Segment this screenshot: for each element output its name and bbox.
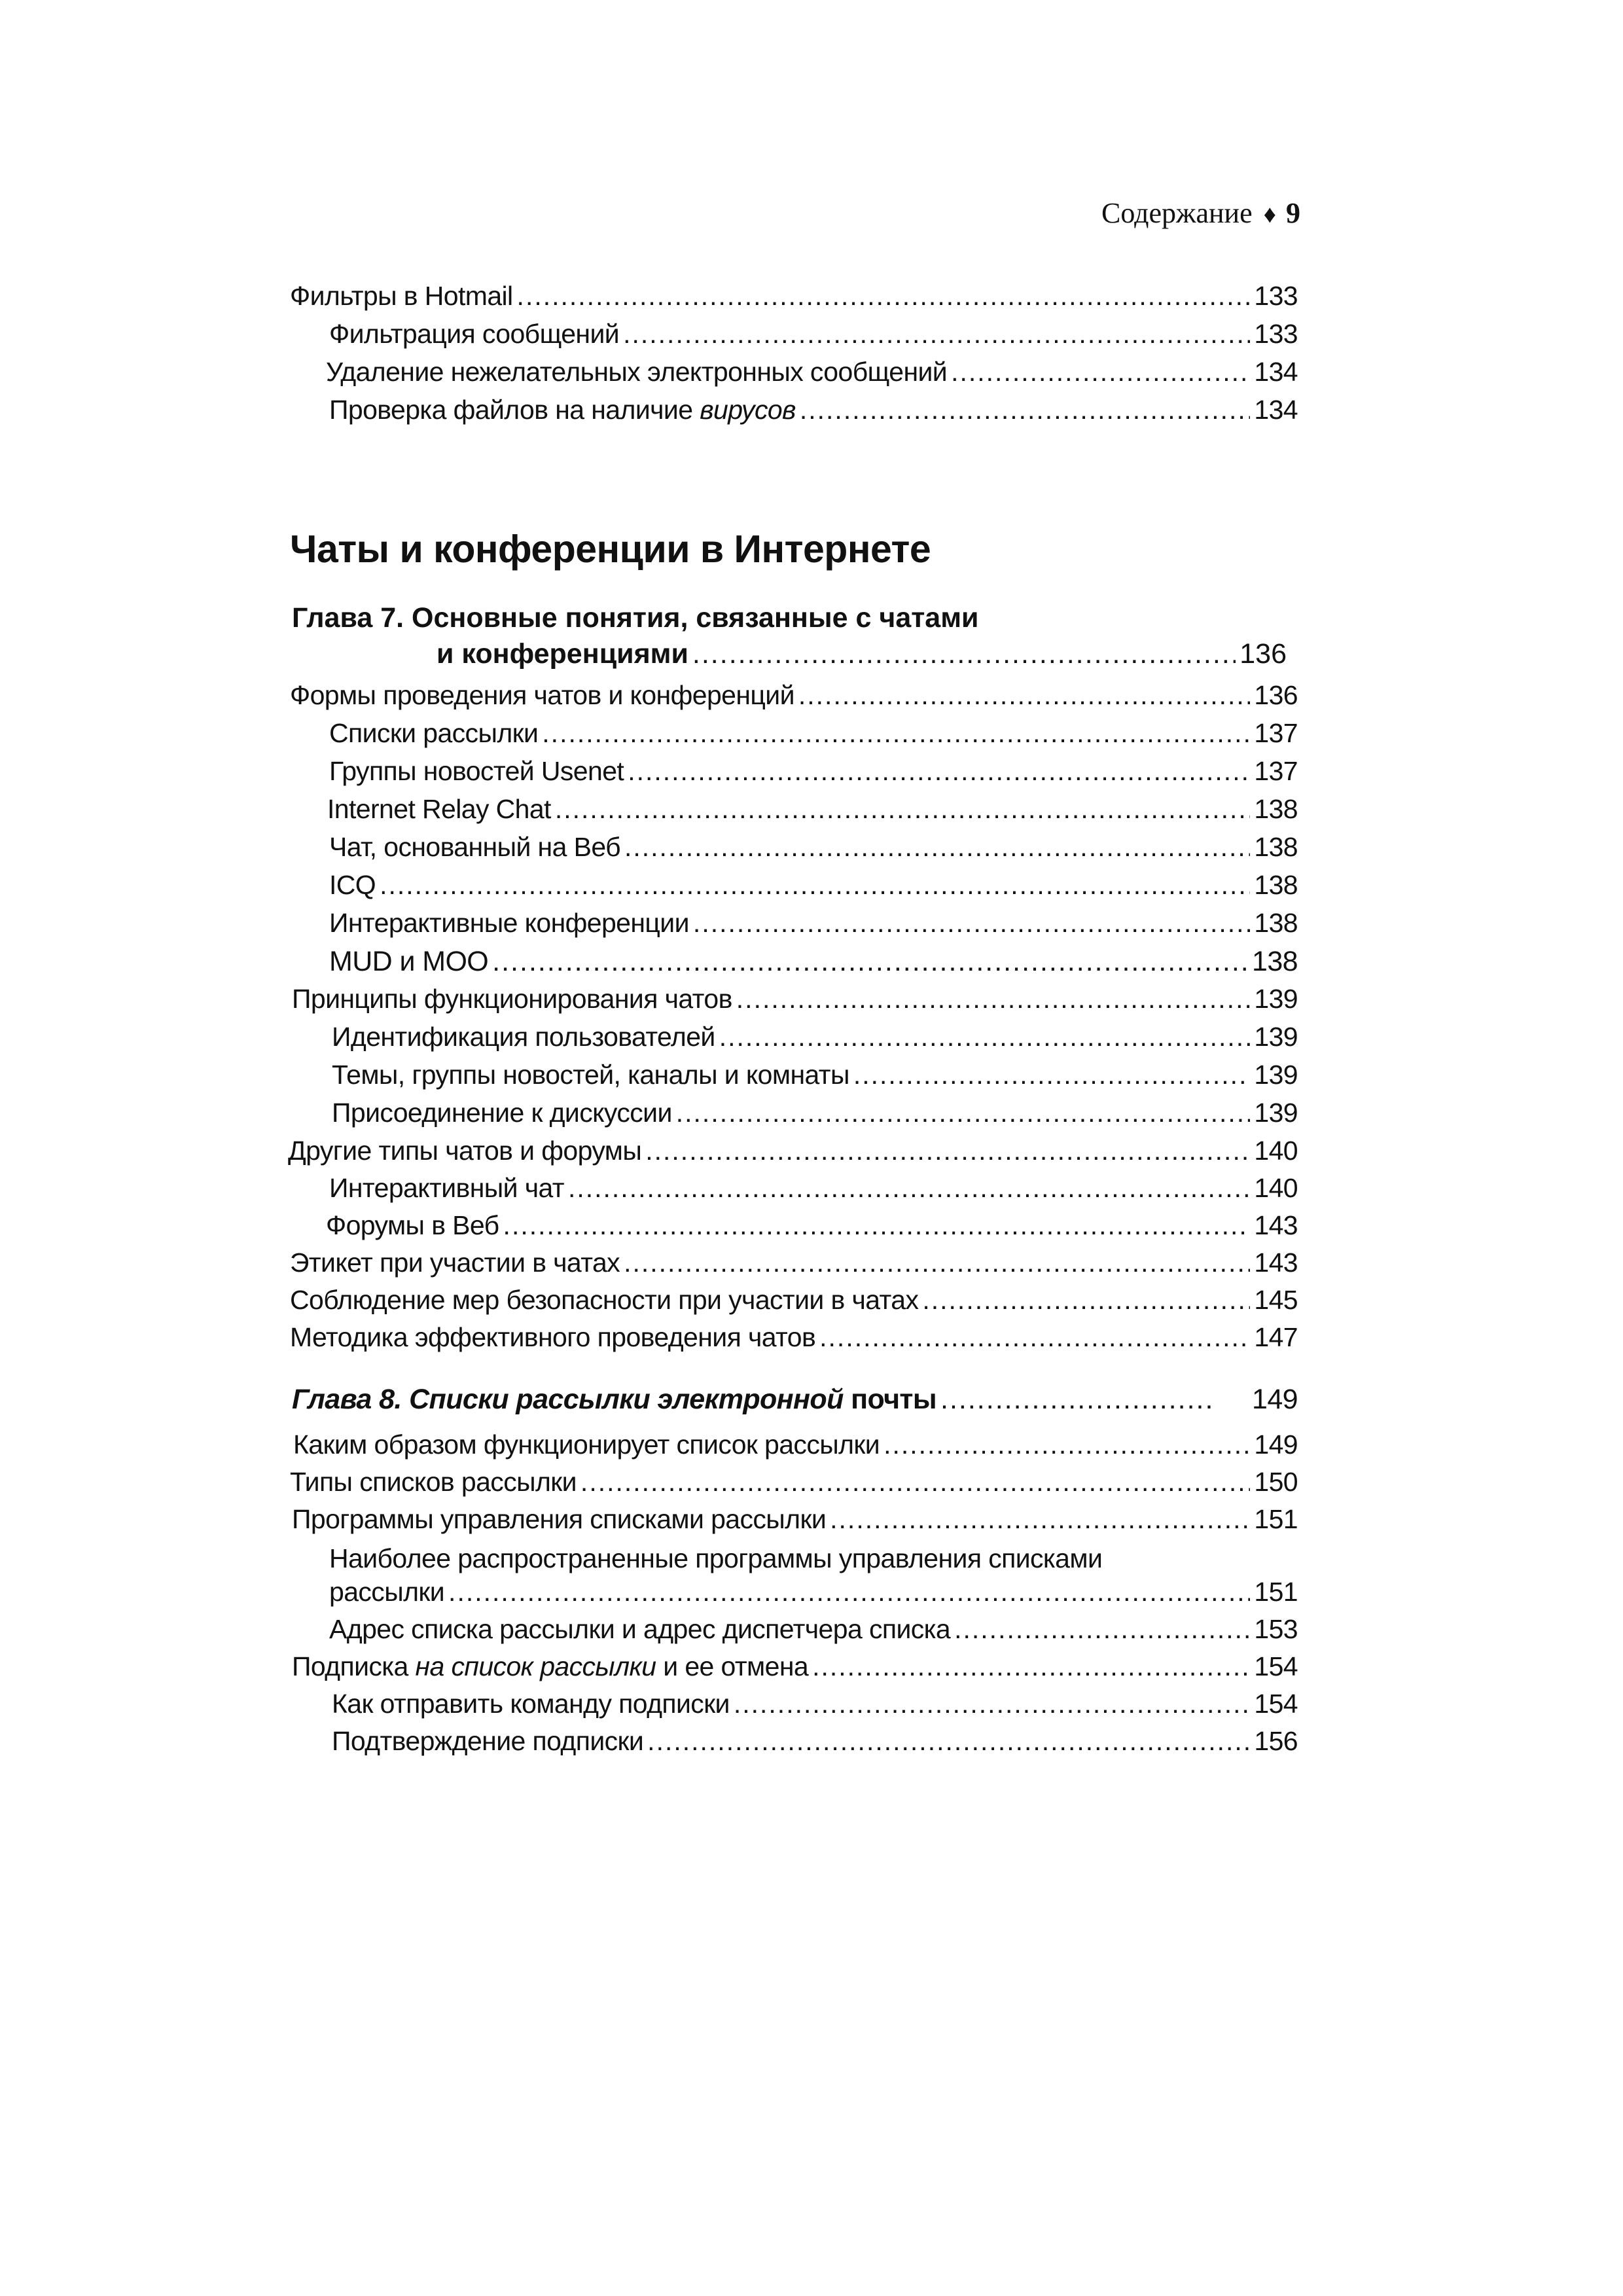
toc-entry: Присоединение к дискуссии ..... 139 <box>332 1100 1298 1131</box>
toc-entry: MUD и MOO ..... 138 <box>329 948 1298 979</box>
toc-entry: Как отправить команду подписки ..... 154 <box>332 1691 1298 1722</box>
toc-entry: Интерактивный чат ..... 140 <box>329 1175 1298 1206</box>
toc-entry: Адрес списка рассылки и адрес диспетчера списка ..... 153 <box>329 1616 1298 1647</box>
toc-entry: Программы управления списками рассылки ..... 151 <box>292 1506 1298 1537</box>
toc-entry: Формы проведения чатов и конференций ..... 136 <box>290 682 1298 713</box>
toc-entry: рассылки ..... 151 <box>329 1579 1298 1610</box>
toc-entry-wrapped-line1: Наиболее распространенные программы управления списками <box>329 1543 1103 1573</box>
toc-entry: Проверка файлов на наличие вирусов ..... 134 <box>329 397 1298 428</box>
chapter-8-heading: Глава 8. Списки рассылки электронной почты ..... 149 <box>292 1386 1298 1417</box>
section-title: Чаты и конференции в Интернете <box>290 528 931 571</box>
toc-entry: Фильтрация сообщений ..... 133 <box>329 321 1298 352</box>
toc-entry: Этикет при участии в чатах ..... 143 <box>290 1249 1298 1281</box>
toc-entry: Соблюдение мер безопасности при участии в чатах ..... 145 <box>290 1287 1298 1318</box>
toc-entry: Удаление нежелательных электронных сообщений ..... 134 <box>326 359 1298 390</box>
toc-entry: Каким образом функционирует список рассылки ..... 149 <box>293 1431 1298 1463</box>
toc-entry: Темы, группы новостей, каналы и комнаты ..... 139 <box>332 1062 1298 1093</box>
toc-entry: Подтверждение подписки ..... 156 <box>332 1728 1298 1759</box>
toc-entry: Типы списков рассылки ..... 150 <box>290 1469 1298 1500</box>
toc-entry: Принципы функционирования чатов ..... 139 <box>292 986 1298 1017</box>
toc-entry: Internet Relay Chat ..... 138 <box>327 796 1298 827</box>
toc-entry: Идентификация пользователей ..... 139 <box>332 1024 1298 1055</box>
toc-entry: Группы новостей Usenet ..... 137 <box>329 758 1298 789</box>
toc-entry: ICQ ..... 138 <box>329 872 1298 903</box>
running-title: Содержание <box>1101 197 1253 229</box>
page-number: 9 <box>1286 197 1300 229</box>
chapter-7-heading-line2: и конференциями ..... 136 <box>437 640 1287 672</box>
toc-entry: Чат, основанный на Веб ..... 138 <box>329 834 1298 865</box>
toc-entry: Другие типы чатов и форумы ..... 140 <box>288 1138 1298 1169</box>
toc-entry: Форумы в Веб ..... 143 <box>326 1212 1298 1244</box>
chapter-7-heading-line1: Глава 7. Основные понятия, связанные с чатами <box>292 602 979 634</box>
toc-entry: Списки рассылки ..... 137 <box>329 720 1298 751</box>
toc-entry: Методика эффективного проведения чатов ..... 147 <box>290 1324 1298 1355</box>
toc-entry: Фильтры в Hotmail ..... 133 <box>290 283 1298 314</box>
running-head <box>1101 196 1300 230</box>
diamond-icon: ♦ <box>1263 201 1276 228</box>
toc-entry: Подписка на список рассылки и ее отмена ..... 154 <box>292 1653 1298 1685</box>
toc-entry: Интерактивные конференции ..... 138 <box>329 910 1298 941</box>
